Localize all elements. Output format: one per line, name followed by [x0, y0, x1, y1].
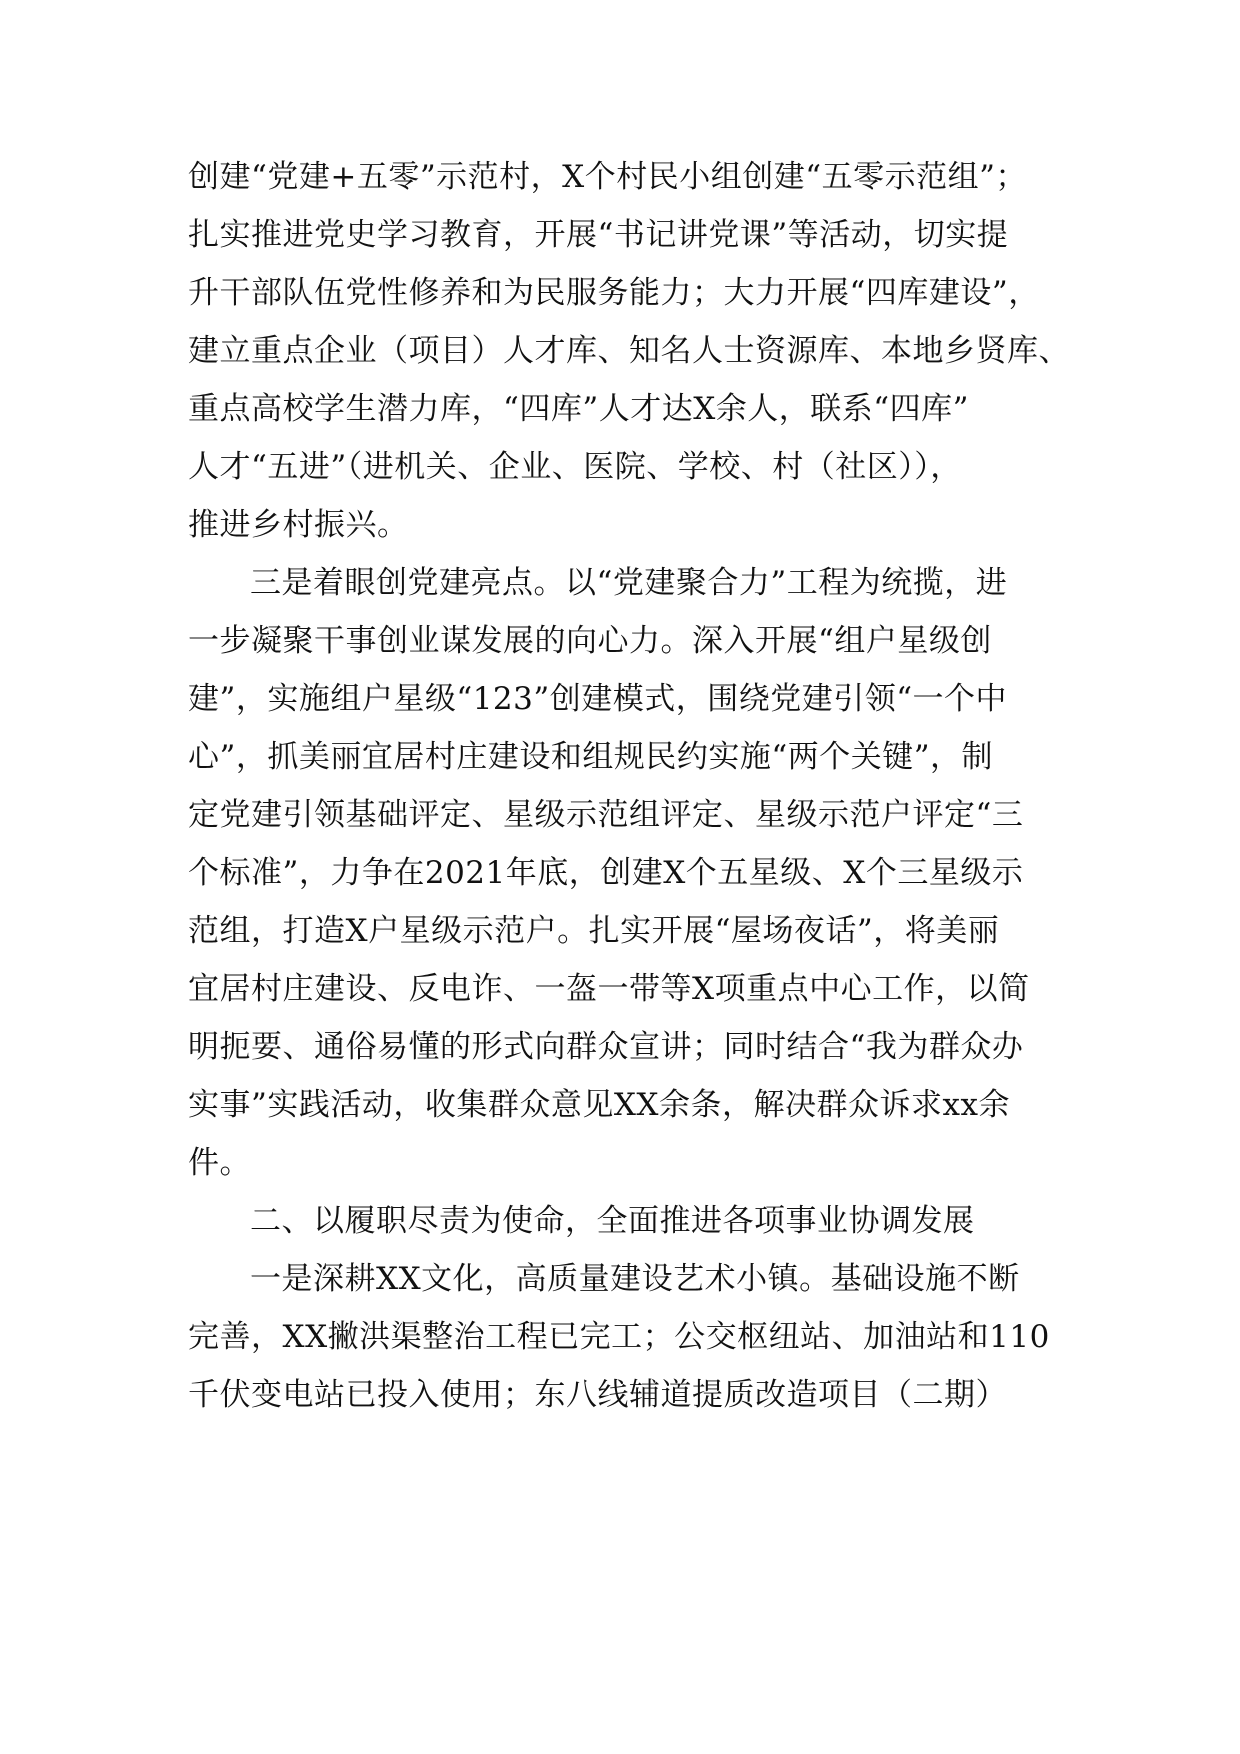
text-line: 范组，打造X户星级示范户。扎实开展“屋场夜话”，将美丽 [188, 913, 1000, 949]
text-line: 人才“五进”（进机关、企业、医院、学校、村（社区））， [188, 449, 962, 485]
text-line: 明扼要、通俗易懂的形式向群众宣讲；同时结合“我为群众办 [188, 1029, 1024, 1065]
text-line: 重点高校学生潜力库，“四库”人才达X余人，联系“四库” [188, 391, 969, 427]
text-line: 建立重点企业（项目）人才库、知名人士资源库、本地乡贤库、 [188, 333, 1070, 369]
text-line: 升干部队伍党性修养和为民服务能力；大力开展“四库建设”， [188, 275, 1040, 311]
text-line: 个标准”，力争在2021年底，创建X个五星级、X个三星级示 [188, 855, 1024, 891]
text-line: 心”，抓美丽宜居村庄建设和组规民约实施“两个关键”，制 [188, 739, 994, 775]
text-line: 完善，XX撇洪渠整治工程已完工；公交枢纽站、加油站和110 [188, 1319, 1050, 1355]
text-line: 千伏变电站已投入使用；东八线辅道提质改造项目（二期） [188, 1377, 1007, 1413]
text-line: 推进乡村振兴。 [188, 507, 409, 543]
text-line: 宜居村庄建设、反电诈、一盔一带等X项重点中心工作，以简 [188, 971, 1030, 1007]
text-line: 建”，实施组户星级“123”创建模式，围绕党建引领“一个中 [188, 681, 1008, 717]
text-line: 扎实推进党史学习教育，开展“书记讲党课”等活动，切实提 [188, 217, 1009, 253]
text-line: 创建“党建+五零”示范村，X个村民小组创建“五零示范组”； [188, 159, 1027, 195]
text-line: 一步凝聚干事创业谋发展的向心力。深入开展“组户星级创 [188, 623, 992, 659]
text-line: 定党建引领基础评定、星级示范组评定、星级示范户评定“三 [188, 797, 1024, 833]
text-line: 件。 [188, 1145, 251, 1181]
section-heading: 二、以履职尽责为使命，全面推进各项事业协调发展 [250, 1203, 975, 1239]
text-line: 实事”实践活动，收集群众意见XX余条，解决群众诉求xx余 [188, 1087, 1010, 1123]
paragraph-start-line: 一是深耕XX文化，高质量建设艺术小镇。基础设施不断 [250, 1261, 1020, 1297]
paragraph-start-line: 三是着眼创党建亮点。以“党建聚合力”工程为统揽，进 [250, 565, 1008, 601]
